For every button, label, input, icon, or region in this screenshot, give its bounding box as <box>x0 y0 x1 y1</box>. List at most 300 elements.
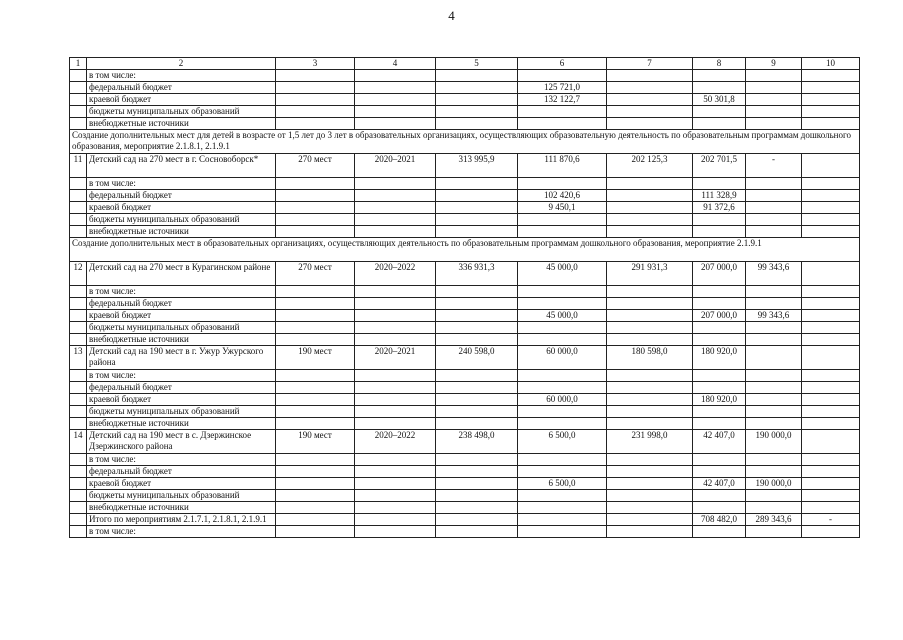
value-cell <box>436 466 518 478</box>
value-cell <box>355 418 436 430</box>
value-cell <box>746 226 802 238</box>
value-cell: 190 000,0 <box>746 478 802 490</box>
value-cell <box>802 382 860 394</box>
value-cell: 180 598,0 <box>607 346 693 370</box>
value-cell <box>518 334 607 346</box>
value-cell <box>802 370 860 382</box>
value-cell <box>746 490 802 502</box>
section-heading-row <box>70 130 860 154</box>
section-heading-row <box>70 238 860 262</box>
row-number <box>70 394 87 406</box>
value-cell <box>693 214 746 226</box>
row-number <box>70 190 87 202</box>
row-number <box>70 454 87 466</box>
value-cell <box>355 334 436 346</box>
header-cell: 8 <box>693 58 746 70</box>
value-cell <box>276 418 355 430</box>
table-row <box>70 70 860 82</box>
value-cell <box>436 106 518 118</box>
value-cell <box>802 226 860 238</box>
value-cell <box>607 334 693 346</box>
row-label: в том числе: <box>87 526 276 538</box>
value-cell <box>518 214 607 226</box>
row-number <box>70 526 87 538</box>
value-cell <box>276 70 355 82</box>
row-number <box>70 202 87 214</box>
value-cell <box>518 118 607 130</box>
value-cell <box>802 526 860 538</box>
value-cell <box>693 406 746 418</box>
value-cell: 180 920,0 <box>693 346 746 370</box>
value-cell <box>436 202 518 214</box>
value-cell <box>607 370 693 382</box>
row-number <box>70 226 87 238</box>
row-number <box>70 94 87 106</box>
value-cell <box>607 202 693 214</box>
value-cell <box>276 526 355 538</box>
value-cell <box>802 394 860 406</box>
value-cell <box>276 502 355 514</box>
value-cell <box>693 454 746 466</box>
value-cell <box>746 106 802 118</box>
table-row <box>70 502 860 514</box>
value-cell: 207 000,0 <box>693 310 746 322</box>
value-cell <box>276 454 355 466</box>
value-cell <box>802 430 860 454</box>
table-row <box>70 490 860 502</box>
value-cell <box>518 406 607 418</box>
value-cell: 202 701,5 <box>693 154 746 178</box>
value-cell <box>746 286 802 298</box>
value-cell <box>436 514 518 526</box>
value-cell <box>693 466 746 478</box>
value-cell <box>276 310 355 322</box>
value-cell <box>607 394 693 406</box>
row-label: федеральный бюджет <box>87 298 276 310</box>
value-cell: 336 931,3 <box>436 262 518 286</box>
value-cell <box>436 418 518 430</box>
value-cell <box>518 322 607 334</box>
row-number <box>70 178 87 190</box>
value-cell <box>436 118 518 130</box>
section-heading: Создание дополнительных мест в образовательных организациях, осуществляющих деятельность по образовательным программам дошкольного образования, мероприятие 2.1.9.1 <box>70 238 860 262</box>
value-cell: 270 мест <box>276 262 355 286</box>
value-cell: 291 931,3 <box>607 262 693 286</box>
value-cell <box>436 298 518 310</box>
value-cell <box>746 190 802 202</box>
value-cell <box>746 382 802 394</box>
value-cell <box>276 286 355 298</box>
value-cell <box>607 418 693 430</box>
budget-table <box>69 57 860 538</box>
value-cell <box>276 322 355 334</box>
header-cell: 7 <box>607 58 693 70</box>
value-cell <box>355 226 436 238</box>
value-cell <box>746 118 802 130</box>
value-cell <box>518 226 607 238</box>
value-cell <box>436 526 518 538</box>
value-cell <box>355 202 436 214</box>
value-cell <box>746 526 802 538</box>
value-cell <box>693 322 746 334</box>
value-cell: 111 328,9 <box>693 190 746 202</box>
value-cell <box>746 418 802 430</box>
row-number <box>70 106 87 118</box>
value-cell <box>436 370 518 382</box>
value-cell <box>802 214 860 226</box>
row-number <box>70 490 87 502</box>
value-cell <box>607 106 693 118</box>
value-cell <box>607 226 693 238</box>
value-cell: - <box>746 154 802 178</box>
value-cell <box>436 226 518 238</box>
value-cell <box>518 490 607 502</box>
value-cell <box>276 190 355 202</box>
value-cell <box>607 214 693 226</box>
value-cell <box>276 370 355 382</box>
value-cell <box>355 94 436 106</box>
value-cell <box>436 310 518 322</box>
value-cell: 180 920,0 <box>693 394 746 406</box>
value-cell: 60 000,0 <box>518 346 607 370</box>
value-cell <box>276 214 355 226</box>
value-cell <box>802 466 860 478</box>
row-label: краевой бюджет <box>87 394 276 406</box>
value-cell: 91 372,6 <box>693 202 746 214</box>
table-row <box>70 94 860 106</box>
value-cell <box>276 118 355 130</box>
row-label: бюджеты муниципальных образований <box>87 214 276 226</box>
value-cell <box>436 334 518 346</box>
value-cell <box>693 82 746 94</box>
value-cell <box>436 286 518 298</box>
value-cell: 132 122,7 <box>518 94 607 106</box>
row-label: краевой бюджет <box>87 310 276 322</box>
row-label: федеральный бюджет <box>87 466 276 478</box>
row-number <box>70 466 87 478</box>
value-cell <box>802 190 860 202</box>
table-row <box>70 514 860 526</box>
row-number <box>70 478 87 490</box>
value-cell <box>746 322 802 334</box>
value-cell: 238 498,0 <box>436 430 518 454</box>
value-cell <box>693 106 746 118</box>
value-cell <box>436 70 518 82</box>
value-cell <box>436 478 518 490</box>
table-row <box>70 418 860 430</box>
row-label: внебюджетные источники <box>87 226 276 238</box>
item-row <box>70 154 860 178</box>
row-label: федеральный бюджет <box>87 190 276 202</box>
value-cell <box>276 334 355 346</box>
table-row <box>70 82 860 94</box>
value-cell: 99 343,6 <box>746 310 802 322</box>
value-cell <box>276 394 355 406</box>
value-cell: 45 000,0 <box>518 262 607 286</box>
value-cell <box>355 466 436 478</box>
row-label: краевой бюджет <box>87 94 276 106</box>
value-cell <box>518 178 607 190</box>
value-cell: 6 500,0 <box>518 478 607 490</box>
row-number <box>70 406 87 418</box>
value-cell <box>607 514 693 526</box>
value-cell <box>436 382 518 394</box>
value-cell <box>436 190 518 202</box>
value-cell <box>802 406 860 418</box>
value-cell <box>607 502 693 514</box>
row-number <box>70 370 87 382</box>
value-cell <box>276 82 355 94</box>
value-cell <box>746 406 802 418</box>
value-cell <box>436 214 518 226</box>
row-label: внебюджетные источники <box>87 118 276 130</box>
table-body <box>70 58 860 538</box>
value-cell <box>693 226 746 238</box>
item-row <box>70 262 860 286</box>
value-cell: 60 000,0 <box>518 394 607 406</box>
table-row <box>70 202 860 214</box>
table-row <box>70 454 860 466</box>
row-number <box>70 70 87 82</box>
value-cell <box>693 334 746 346</box>
value-cell <box>436 502 518 514</box>
value-cell <box>746 334 802 346</box>
table-row <box>70 526 860 538</box>
value-cell <box>746 202 802 214</box>
row-number: 12 <box>70 262 87 286</box>
value-cell <box>518 286 607 298</box>
value-cell <box>693 286 746 298</box>
value-cell <box>746 370 802 382</box>
value-cell <box>607 82 693 94</box>
page-number: 4 <box>448 8 455 23</box>
value-cell <box>746 502 802 514</box>
row-label: бюджеты муниципальных образований <box>87 406 276 418</box>
value-cell <box>607 454 693 466</box>
value-cell <box>276 382 355 394</box>
value-cell: 2020–2021 <box>355 154 436 178</box>
row-number <box>70 298 87 310</box>
value-cell: 270 мест <box>276 154 355 178</box>
value-cell <box>802 262 860 286</box>
table-row <box>70 406 860 418</box>
value-cell <box>355 514 436 526</box>
row-label: Детский сад на 190 мест в с. Дзержинское Дзержинского района <box>87 430 276 454</box>
value-cell <box>693 298 746 310</box>
value-cell: 45 000,0 <box>518 310 607 322</box>
row-number <box>70 82 87 94</box>
row-label: внебюджетные источники <box>87 334 276 346</box>
row-label: Детский сад на 270 мест в Курагинском районе <box>87 262 276 286</box>
value-cell <box>746 178 802 190</box>
value-cell <box>355 502 436 514</box>
value-cell <box>276 106 355 118</box>
table-row <box>70 106 860 118</box>
value-cell <box>746 298 802 310</box>
table-row <box>70 334 860 346</box>
value-cell: 6 500,0 <box>518 430 607 454</box>
value-cell <box>607 406 693 418</box>
value-cell <box>518 514 607 526</box>
value-cell <box>276 466 355 478</box>
value-cell <box>518 454 607 466</box>
row-number <box>70 418 87 430</box>
table-row <box>70 178 860 190</box>
row-label: краевой бюджет <box>87 202 276 214</box>
value-cell <box>746 454 802 466</box>
row-number <box>70 118 87 130</box>
value-cell <box>746 394 802 406</box>
value-cell <box>355 382 436 394</box>
value-cell <box>746 82 802 94</box>
value-cell <box>436 178 518 190</box>
row-number: 13 <box>70 346 87 370</box>
value-cell <box>276 490 355 502</box>
value-cell: 125 721,0 <box>518 82 607 94</box>
value-cell <box>355 82 436 94</box>
table-row <box>70 370 860 382</box>
row-label: Детский сад на 190 мест в г. Ужур Ужурского района <box>87 346 276 370</box>
value-cell: 99 343,6 <box>746 262 802 286</box>
value-cell <box>802 94 860 106</box>
value-cell: 190 мест <box>276 346 355 370</box>
header-cell: 3 <box>276 58 355 70</box>
value-cell <box>693 502 746 514</box>
value-cell <box>355 406 436 418</box>
value-cell <box>693 526 746 538</box>
row-number <box>70 334 87 346</box>
value-cell <box>802 310 860 322</box>
value-cell <box>802 178 860 190</box>
value-cell <box>607 118 693 130</box>
value-cell: 9 450,1 <box>518 202 607 214</box>
value-cell <box>746 214 802 226</box>
value-cell <box>355 394 436 406</box>
table-row <box>70 298 860 310</box>
value-cell <box>607 178 693 190</box>
value-cell <box>802 346 860 370</box>
value-cell <box>518 298 607 310</box>
value-cell: 231 998,0 <box>607 430 693 454</box>
value-cell <box>276 178 355 190</box>
table-row <box>70 466 860 478</box>
row-label: в том числе: <box>87 178 276 190</box>
value-cell <box>518 502 607 514</box>
value-cell: 708 482,0 <box>693 514 746 526</box>
row-number <box>70 502 87 514</box>
value-cell <box>355 526 436 538</box>
row-number: 14 <box>70 430 87 454</box>
value-cell <box>355 490 436 502</box>
value-cell <box>518 418 607 430</box>
value-cell: 2020–2022 <box>355 262 436 286</box>
value-cell <box>355 118 436 130</box>
value-cell: 207 000,0 <box>693 262 746 286</box>
value-cell <box>355 454 436 466</box>
value-cell <box>276 478 355 490</box>
value-cell <box>746 70 802 82</box>
value-cell <box>802 118 860 130</box>
value-cell: 202 125,3 <box>607 154 693 178</box>
value-cell <box>607 478 693 490</box>
row-label: в том числе: <box>87 70 276 82</box>
value-cell: 289 343,6 <box>746 514 802 526</box>
value-cell <box>276 202 355 214</box>
table-row <box>70 118 860 130</box>
row-number: 11 <box>70 154 87 178</box>
value-cell <box>607 70 693 82</box>
table-row <box>70 322 860 334</box>
row-number <box>70 514 87 526</box>
value-cell <box>436 322 518 334</box>
value-cell: 2020–2021 <box>355 346 436 370</box>
value-cell <box>802 502 860 514</box>
value-cell <box>518 370 607 382</box>
value-cell: 190 мест <box>276 430 355 454</box>
value-cell <box>607 298 693 310</box>
row-label: Итого по мероприятиям 2.1.7.1, 2.1.8.1, 2.1.9.1 <box>87 514 276 526</box>
value-cell <box>693 418 746 430</box>
value-cell <box>802 334 860 346</box>
item-row <box>70 430 860 454</box>
value-cell <box>518 526 607 538</box>
table-row <box>70 190 860 202</box>
row-number <box>70 310 87 322</box>
value-cell <box>436 454 518 466</box>
row-label: краевой бюджет <box>87 478 276 490</box>
value-cell <box>746 94 802 106</box>
value-cell <box>355 298 436 310</box>
header-cell: 4 <box>355 58 436 70</box>
value-cell <box>436 490 518 502</box>
value-cell <box>802 418 860 430</box>
value-cell <box>802 478 860 490</box>
row-label: бюджеты муниципальных образований <box>87 322 276 334</box>
row-label: Детский сад на 270 мест в г. Сосновоборск* <box>87 154 276 178</box>
value-cell <box>607 382 693 394</box>
value-cell <box>607 286 693 298</box>
value-cell <box>276 514 355 526</box>
value-cell <box>355 106 436 118</box>
value-cell <box>802 298 860 310</box>
value-cell <box>802 82 860 94</box>
row-label: в том числе: <box>87 286 276 298</box>
value-cell <box>607 466 693 478</box>
table-row <box>70 310 860 322</box>
header-row <box>70 58 860 70</box>
value-cell <box>436 394 518 406</box>
value-cell <box>355 478 436 490</box>
value-cell <box>355 70 436 82</box>
value-cell <box>693 118 746 130</box>
value-cell <box>355 214 436 226</box>
value-cell <box>607 322 693 334</box>
value-cell <box>802 202 860 214</box>
value-cell <box>693 490 746 502</box>
value-cell <box>607 310 693 322</box>
row-number <box>70 286 87 298</box>
value-cell <box>276 226 355 238</box>
header-cell: 9 <box>746 58 802 70</box>
value-cell <box>802 154 860 178</box>
value-cell <box>518 106 607 118</box>
row-label: федеральный бюджет <box>87 82 276 94</box>
value-cell <box>607 490 693 502</box>
value-cell <box>518 382 607 394</box>
header-cell: 5 <box>436 58 518 70</box>
value-cell <box>355 310 436 322</box>
value-cell: 190 000,0 <box>746 430 802 454</box>
